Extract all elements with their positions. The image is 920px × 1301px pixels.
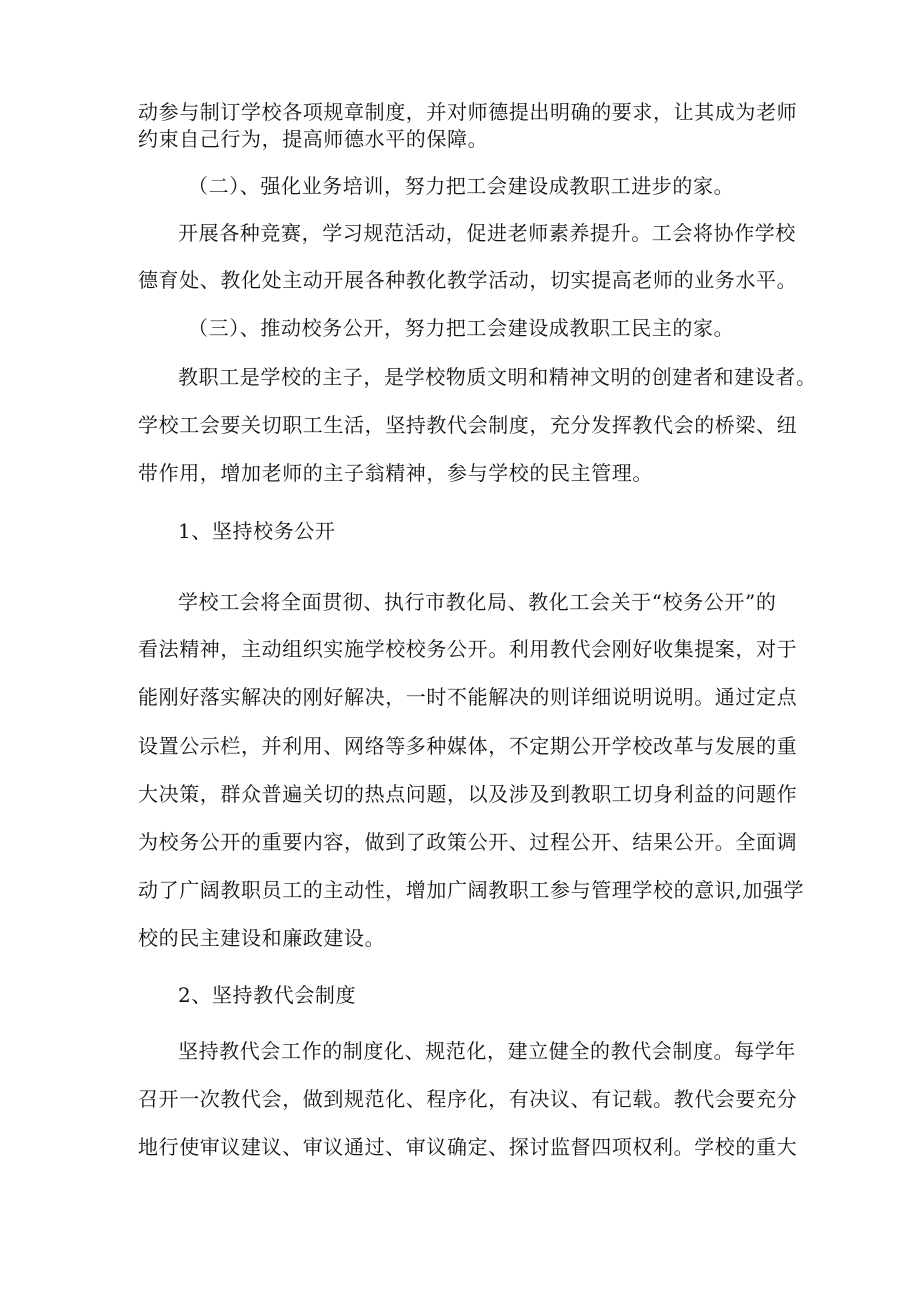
paragraph-line: 学校工会要关切职工生活，坚持教代会制度，充分发挥教代会的桥梁、纽 — [138, 413, 798, 437]
paragraph-line: 召开一次教代会，做到规范化、程序化，有决议、有记载。教代会要充分 — [138, 1087, 798, 1111]
subsection-heading: 1、坚持校务公开 — [178, 519, 336, 543]
paragraph-line: 动参与制订学校各项规章制度，并对师德提出明确的要求，让其成为老师 — [138, 100, 798, 124]
section-heading: （二）、强化业务培训，努力把工会建设成教职工进步的家。 — [188, 174, 735, 198]
subsection-heading: 2、坚持教代会制度 — [178, 983, 357, 1007]
paragraph-line: 为校务公开的重要内容，做到了政策公开、过程公开、结果公开。全面调 — [138, 830, 798, 854]
paragraph-line: 教职工是学校的主子，是学校物质文明和精神文明的创建者和建设者。 — [178, 365, 817, 389]
paragraph-line: 学校工会将全面贯彻、执行市教化局、教化工会关于“校务公开”的 — [178, 590, 777, 614]
paragraph-line: 设置公示栏，并利用、网络等多种媒体，不定期公开学校改革与发展的重 — [138, 734, 798, 758]
paragraph-line: 校的民主建设和廉政建设。 — [138, 926, 386, 950]
paragraph-line: 看法精神，主动组织实施学校校务公开。利用教代会刚好收集提案，对于 — [138, 637, 798, 661]
section-heading: （三）、推动校务公开，努力把工会建设成教职工民主的家。 — [188, 316, 735, 340]
paragraph-line: 约束自己行为，提高师德水平的保障。 — [138, 127, 489, 151]
paragraph-line: 大决策，群众普遍关切的热点问题，以及涉及到教职工切身利益的问题作 — [138, 782, 798, 806]
paragraph-line: 带作用，增加老师的主子翁精神，参与学校的民主管理。 — [138, 461, 653, 485]
paragraph-line: 动了广阔教职员工的主动性，增加广阔教职工参与管理学校的意识,加强学 — [138, 878, 805, 902]
paragraph-line: 能刚好落实解决的刚好解决，一时不能解决的则详细说明说明。通过定点 — [138, 685, 798, 709]
paragraph-line: 德育处、教化处主动开展各种教化教学活动，切实提高老师的业务水平。 — [138, 268, 798, 292]
paragraph-line: 开展各种竞赛，学习规范活动，促进老师素养提升。工会将协作学校 — [178, 221, 796, 245]
paragraph-line: 地行使审议建议、审议通过、审议确定、探讨监督四项权利。学校的重大 — [138, 1135, 798, 1159]
paragraph-line: 坚持教代会工作的制度化、规范化，建立健全的教代会制度。每学年 — [178, 1039, 796, 1063]
